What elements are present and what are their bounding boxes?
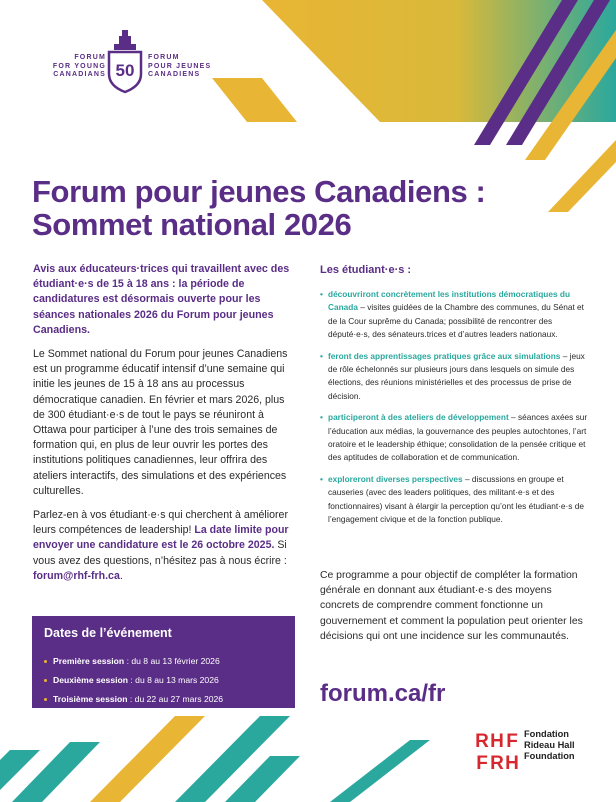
bullet-icon: • [320,350,323,361]
item-lead: découvriront concrètement les institutions démocratiques du Canada [328,289,571,313]
cta-text: Parlez-en à vos étudiant·e·s qui cherchent à améliorer leurs compétences de leadership! [33,509,288,537]
session-list [44,652,223,709]
forum-logo [36,30,226,100]
logo-letter: F [506,731,518,752]
session-label: Première session [53,656,125,666]
bullet-dot-icon [44,660,47,663]
website-link[interactable]: forum.ca/fr [320,680,446,707]
logo-letter: F [476,753,488,773]
logo-line: CANADIANS [53,71,106,78]
bullet-icon: • [320,412,323,423]
question-text: Si vous avez des questions, n’hésitez pas à nous écrire : [33,539,287,567]
list-item [320,473,590,527]
session-label: Troisième session [53,694,128,704]
logo-line: CANADIENS [148,71,201,78]
foundation-line: Fondation [524,729,569,739]
title-line: Forum pour jeunes Canadiens : [32,174,486,209]
description-paragraph: Le Sommet national du Forum pour jeunes Canadiens est un programme éducatif intensif d’une semaine qui initie les jeunes de 15 à 18 ans au processus démocratique canadien. En février et mars 2026, plus de 300 étudiant·e·s de tout le pays se réuniront à Ottawa pour participer à l’une des trois semaines de formation qui, en plus de leur ouvrir les portes des institutions politiques canadiennes, leur offrira des ateliers interactifs, des simulations et des expériences culturelles. [33,348,288,497]
logo-text-english [36,54,106,80]
event-dates-box [32,616,295,708]
item-text: – jeux de rôle échelonnés sur plusieurs jours dans lesquels on simule des élections, des réunions ministérielles et des processus de prise de décision. [328,350,585,401]
logo-line: FORUM [148,54,180,61]
session-item [44,690,223,709]
page-title [32,175,532,241]
session-label: Deuxième session [53,675,128,685]
event-dates-heading: Dates de l’événement [44,626,172,640]
call-to-action [33,508,295,584]
emblem-number: 50 [115,61,135,80]
logo-text-french [148,54,228,80]
intro-paragraph: Avis aux éducateurs·trices qui travaillent avec des étudiant·e·s de 15 à 18 ans : la période de candidatures est désormais ouverte pour les séances nationales 2026 du Forum pour jeunes Canadiens. [33,263,290,336]
foundation-line: Rideau Hall [524,740,575,750]
logo-letter: R [475,731,489,752]
item-text: – visites guidées de la Chambre des communes, du Sénat et de la Cour suprême du Canada; possibilité de rencontrer des député·e·s, des sénateurs.trices et d’autres leaders nationaux. [328,302,584,340]
logo-letter: H [490,731,504,752]
right-column [320,264,590,535]
students-heading: Les étudiant·e·s : [320,264,412,276]
logo-line: POUR JEUNES [148,62,212,70]
title-line: Sommet national 2026 [32,207,352,242]
session-dates: : du 22 au 27 mars 2026 [127,694,224,704]
contact-email-link[interactable]: forum@rhf-frh.ca [33,569,120,582]
left-column [33,262,295,593]
program-goal-paragraph: Ce programme a pour objectif de compléter la formation générale en donnant aux étudiant·e·s des moyens concrets de comprendre comment fonctionne un gouvernement et comment la population peut orienter les décisions qui ont une incidence sur les communautés. [320,570,583,642]
list-item [320,288,590,342]
logo-letter: R [490,753,504,773]
foundation-line: Foundation [524,751,575,761]
bullet-dot-icon [44,698,47,701]
parliament-50-emblem-icon [106,30,144,94]
logo-line: FOR YOUNG [52,62,106,70]
foundation-name [524,729,575,762]
logo-line: FORUM [74,54,106,61]
item-text: – séances axées sur l’éducation aux médias, la gouvernance des peuples autochtones, l’art oratoire et le leadership éthique; consolidation de la pensée critique et des aptitudes de collaboration et de communication. [328,412,588,463]
bullet-icon: • [320,473,323,484]
bullet-icon: • [320,289,323,299]
bullet-dot-icon [44,679,47,682]
list-item [320,350,590,404]
logo-letter: H [505,753,519,773]
rideau-hall-foundation-logo-icon [474,727,520,773]
session-dates: : du 8 au 13 février 2026 [124,656,220,666]
list-item [320,411,590,465]
cta-end: . [119,569,123,582]
item-lead: feront des apprentissages pratiques grâce aux simulations [328,350,561,361]
session-item [44,671,223,690]
students-list [320,288,590,527]
session-item [44,652,223,671]
deadline-text: La date limite pour envoyer une candidature est le 26 octobre 2025. [33,524,289,552]
item-lead: participeront à des ateliers de développement [328,412,509,423]
item-text: – discussions en groupe et causeries (avec des leaders politiques, des militant·e·s et des fonctionnaires) visant à élargir la perception qu’ont les étudiant·e·s de l’engagement civique et de la fonction publique. [328,473,584,525]
item-lead: exploreront diverses perspectives [328,473,463,484]
session-dates: : du 8 au 13 mars 2026 [128,675,219,685]
